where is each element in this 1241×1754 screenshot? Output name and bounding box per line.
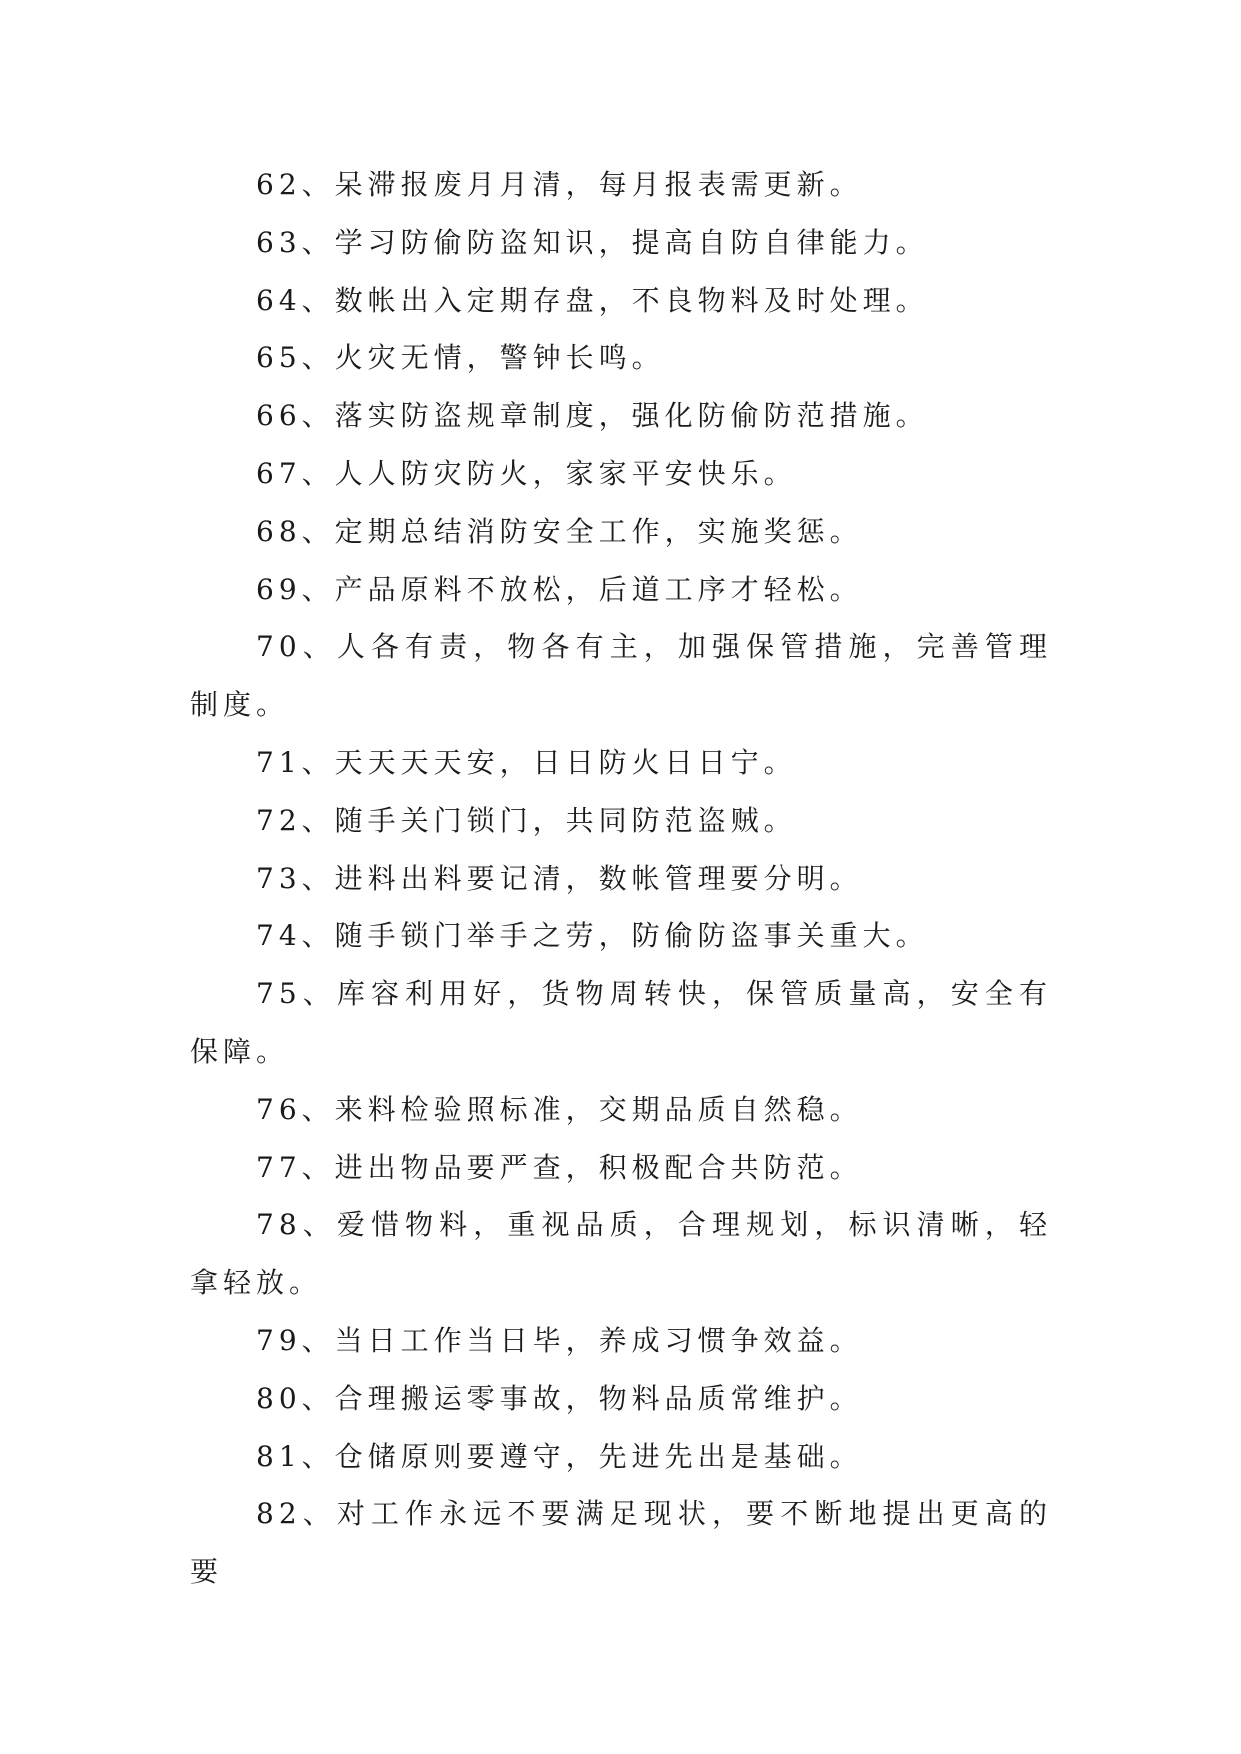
paragraph-72: 72、随手关门锁门，共同防范盗贼。 — [256, 803, 797, 837]
paragraph-75: 75、库容利用好，货物周转快，保管质量高，安全有保障。 — [190, 977, 1052, 1068]
paragraph-78: 78、爱惜物料，重视品质，合理规划，标识清晰，轻拿轻放。 — [190, 1208, 1052, 1300]
paragraph-64: 64、数帐出入定期存盘，不良物料及时处理。 — [256, 283, 929, 317]
document-body — [190, 156, 1052, 1601]
paragraph-82: 82、对工作永远不要满足现状，要不断地提出更高的要 — [190, 1497, 1052, 1589]
paragraph-63: 63、学习防偷防盗知识，提高自防自律能力。 — [256, 225, 929, 259]
paragraph-74: 74、随手锁门举手之劳，防偷防盗事关重大。 — [256, 919, 929, 953]
paragraph-76: 76、来料检验照标准，交期品质自然稳。 — [256, 1092, 863, 1126]
paragraph-62: 62、呆滞报废月月清，每月报表需更新。 — [256, 168, 863, 201]
paragraph-67: 67、人人防灾防火，家家平安快乐。 — [256, 456, 797, 490]
paragraph-77: 77、进出物品要严查，积极配合共防范。 — [256, 1150, 863, 1184]
paragraph-68: 68、定期总结消防安全工作，实施奖惩。 — [256, 514, 863, 548]
paragraph-70: 70、人各有责，物各有主，加强保管措施，完善管理制度。 — [190, 630, 1052, 722]
paragraph-80: 80、合理搬运零事故，物料品质常维护。 — [256, 1381, 863, 1415]
paragraph-73: 73、进料出料要记清，数帐管理要分明。 — [256, 861, 863, 895]
paragraph-65: 65、火灾无情，警钟长鸣。 — [256, 341, 665, 375]
paragraph-66: 66、落实防盗规章制度，强化防偷防范措施。 — [256, 399, 929, 433]
paragraph-71: 71、天天天天安，日日防火日日宁。 — [256, 745, 797, 779]
paragraph-79: 79、当日工作当日毕，养成习惯争效益。 — [256, 1323, 863, 1357]
paragraph-69: 69、产品原料不放松，后道工序才轻松。 — [256, 572, 863, 606]
paragraph-81: 81、仓储原则要遵守，先进先出是基础。 — [256, 1439, 863, 1473]
